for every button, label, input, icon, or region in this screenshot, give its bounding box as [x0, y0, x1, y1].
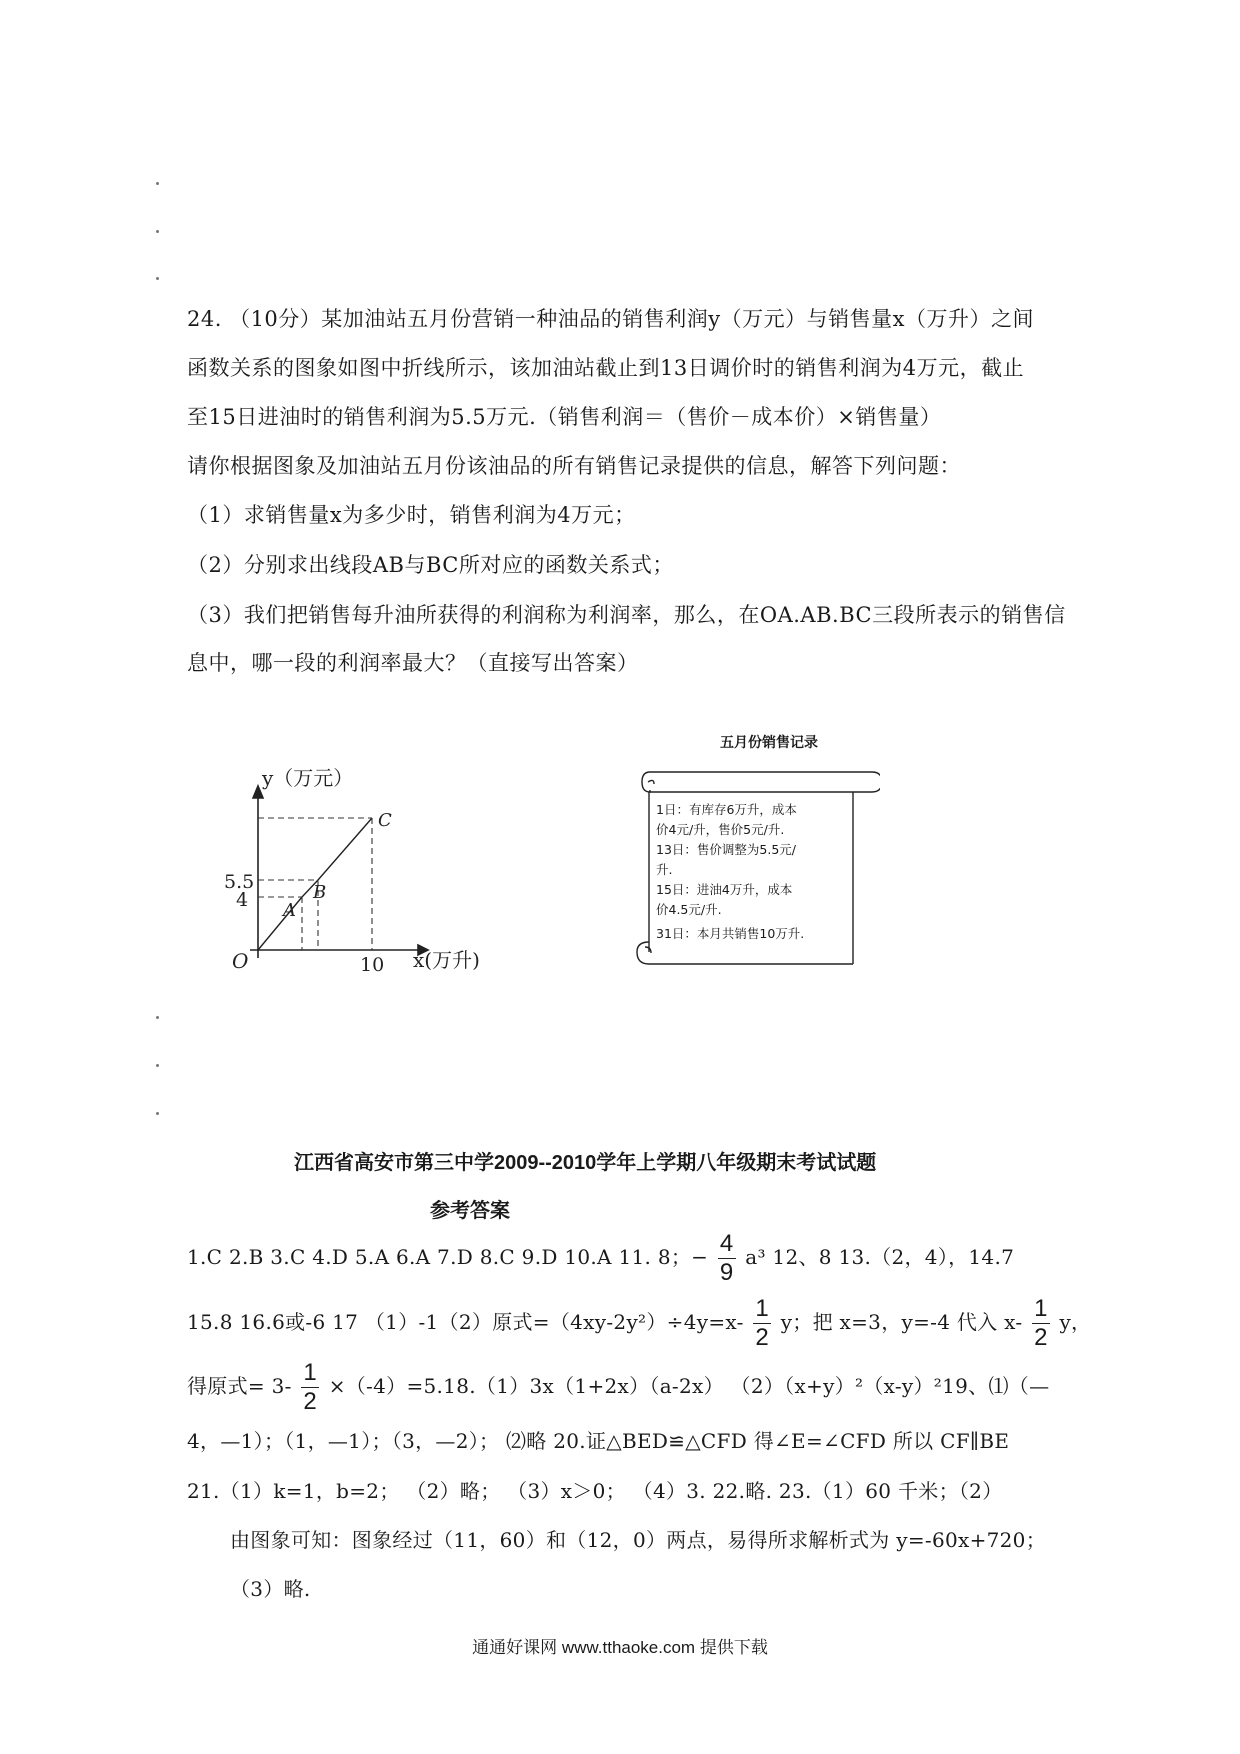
answer-line: 21.（1）k=1，b=2； （2）略； （3）x＞0； （4）3. 22.略. 23.（1）60 千米；（2） [187, 1479, 1003, 1503]
answers-title: 江西省高安市第三中学2009--2010学年上学期八年级期末考试试题 [294, 1152, 877, 1174]
record-line: 价4元/升，售价5元/升. [656, 822, 785, 837]
answers-subtitle: 参考答案 [430, 1200, 510, 1222]
answer-line: 4，—1）；（1，—1）；（3，—2）； ⑵略 20.证△BED≌△CFD 得∠E=∠CFD 所以 CF∥BE [187, 1429, 1010, 1453]
answer-line: 得原式= 3- $\frac{1}{2}$ ×（-4）=5.18.（1）3x（1+2x）（a-2x） （2）（x+y）²（x-y）²19、⑴（— [187, 1359, 1050, 1415]
question-line: 函数关系的图象如图中折线所示，该加油站截止到13日调价时的销售利润为4万元，截止 [187, 356, 1025, 380]
question-line: 请你根据图象及加油站五月份该油品的所有销售记录提供的信息，解答下列问题： [187, 454, 961, 478]
margin-mark [156, 1112, 159, 1115]
question-line: 24. （10分）某加油站五月份营销一种油品的销售利润y（万元）与销售量x（万升）之间 [187, 307, 1034, 331]
record-line: 升. [656, 862, 673, 877]
record-line: 15日：进油4万升，成本 [656, 882, 793, 897]
tick-label-10: 10 [360, 954, 385, 976]
record-line: 31日：本月共销售10万升. [656, 926, 805, 941]
answer-line: 15.8 16.6或-6 17 （1）-1（2）原式=（4xy-2y²）÷4y=x- $\frac{1}{2}$ y；把 x=3，y=-4 代入 x- $\frac{1}{2}$ y， [187, 1295, 1092, 1351]
tick-label-4: 4 [236, 889, 249, 911]
point-b-label: B [313, 882, 327, 903]
answer-line: （3）略. [230, 1577, 311, 1601]
y-axis-label: y（万元） [262, 766, 354, 790]
answer-line: 1.C 2.B 3.C 4.D 5.A 6.A 7.D 8.C 9.D 10.A 11. 8；− $\frac{4}{9}$ a³ 12、8 13.（2，4），14.7 [187, 1230, 1015, 1286]
record-line: 1日：有库存6万升，成本 [656, 802, 797, 817]
sales-record [620, 728, 880, 968]
tick-label-5-5: 5.5 [224, 871, 255, 893]
question-line: （3）我们把销售每升油所获得的利润称为利润率，那么，在OA.AB.BC三段所表示的销售信 [187, 603, 1066, 627]
question-line: （1）求销售量x为多少时，销售利润为4万元； [187, 503, 636, 527]
fraction: $\frac{1}{2}$ [1034, 1295, 1048, 1351]
answer-line: 由图象可知：图象经过（11，60）和（12，0）两点，易得所求解析式为 y=-60x+720； [230, 1528, 1047, 1552]
x-axis-label: x(万升) [413, 948, 480, 972]
question-line: 息中，哪一段的利润率最大？（直接写出答案） [187, 651, 639, 675]
margin-mark [156, 1064, 159, 1067]
sales-record-title: 五月份销售记录 [720, 734, 818, 750]
question-line: （2）分别求出线段AB与BC所对应的函数关系式； [187, 553, 674, 577]
record-line: 价4.5元/升. [656, 902, 722, 917]
fraction: $\frac{4}{9}$ [719, 1230, 734, 1286]
origin-label: O [232, 949, 249, 973]
footer: 通通好课网 www.tthaoke.com 提供下载 [472, 1638, 768, 1657]
margin-mark [156, 1016, 159, 1019]
point-c-label: C [378, 810, 392, 831]
record-lines [656, 800, 804, 944]
fraction: $\frac{1}{2}$ [303, 1359, 318, 1415]
point-a-label: A [283, 900, 296, 921]
question-line: 至15日进油时的销售利润为5.5万元.（销售利润＝（售价－成本价）×销售量） [187, 405, 942, 429]
record-line: 13日：售价调整为5.5元/ [656, 842, 796, 857]
fraction: $\frac{1}{2}$ [755, 1295, 770, 1351]
